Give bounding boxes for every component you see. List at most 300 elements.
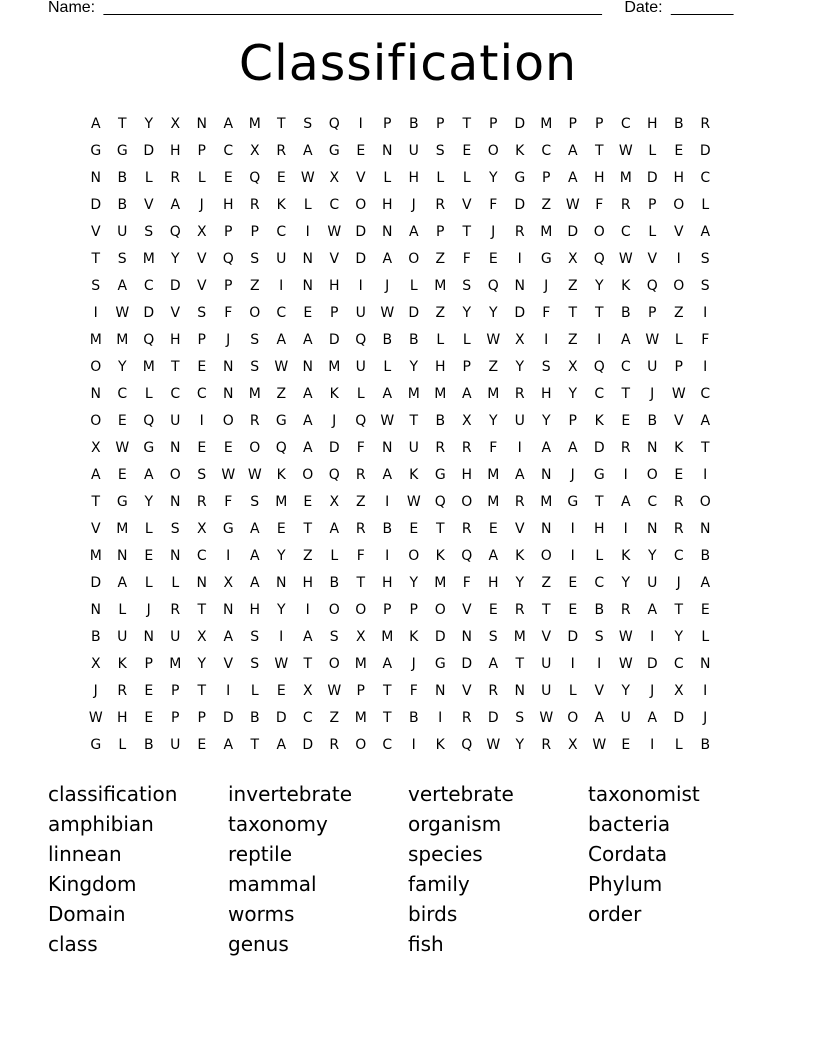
grid-cell: Q (328, 116, 341, 132)
grid-cell: C (620, 224, 632, 240)
word-item: bacteria (588, 812, 671, 836)
grid-cell: C (170, 386, 182, 402)
grid-cell: T (462, 224, 473, 240)
grid-cell: X (567, 737, 579, 753)
grid-cell: S (170, 521, 181, 537)
grid-cell: P (356, 683, 366, 699)
grid-cell: L (144, 170, 154, 186)
grid-cell: E (488, 251, 499, 267)
grid-cell: C (700, 170, 712, 186)
grid-cell: X (329, 494, 341, 510)
grid-cell: C (620, 359, 632, 375)
grid-cell: S (515, 710, 526, 726)
grid-cell: P (542, 170, 552, 186)
grid-cell: N (170, 548, 182, 564)
grid-cell: D (593, 440, 606, 456)
grid-cell: R (276, 143, 288, 159)
grid-cell: A (488, 548, 500, 564)
grid-row (83, 707, 719, 734)
grid-cell: R (620, 440, 632, 456)
grid-cell: A (302, 143, 314, 159)
word-item: linnean (48, 842, 122, 866)
grid-cell: W (618, 143, 634, 159)
grid-cell: N (223, 386, 235, 402)
grid-cell: J (544, 278, 550, 294)
grid-cell: W (645, 332, 661, 348)
grid-cell: D (302, 737, 315, 753)
word-item: reptile (228, 842, 293, 866)
grid-cell: B (620, 305, 632, 321)
grid-cell: S (197, 467, 208, 483)
grid-cell: W (115, 440, 131, 456)
grid-cell: E (303, 305, 314, 321)
grid-cell: Q (143, 413, 156, 429)
grid-cell: T (515, 656, 526, 672)
grid-cell: R (514, 602, 526, 618)
grid-cell: J (491, 224, 497, 240)
grid-cell: J (385, 278, 391, 294)
grid-cell: G (90, 737, 103, 753)
grid-cell: X (223, 575, 235, 591)
grid-cell: L (197, 170, 207, 186)
grid-cell: O (646, 467, 659, 483)
grid-cell: N (514, 683, 526, 699)
grid-cell: S (250, 332, 261, 348)
grid-cell: A (700, 224, 712, 240)
grid-cell: H (328, 278, 341, 294)
grid-cell: D (461, 656, 474, 672)
grid-row (83, 464, 719, 491)
grid-cell: F (462, 251, 472, 267)
grid-cell: G (593, 467, 606, 483)
grid-cell: L (144, 386, 154, 402)
grid-cell: S (250, 251, 261, 267)
grid-cell: X (170, 116, 182, 132)
grid-cell: U (514, 413, 526, 429)
grid-cell: C (276, 224, 288, 240)
grid-cell: B (117, 197, 129, 213)
grid-cell: E (674, 467, 685, 483)
grid-cell: A (541, 440, 553, 456)
grid-cell: J (93, 683, 99, 699)
grid-cell: S (144, 224, 155, 240)
grid-cell: W (592, 737, 608, 753)
grid-cell: G (540, 251, 553, 267)
grid-cell: U (170, 737, 182, 753)
grid-cell: E (144, 710, 155, 726)
grid-cell: R (196, 494, 208, 510)
grid-cell: W (618, 656, 634, 672)
word-item: species (408, 842, 483, 866)
grid-cell: E (197, 737, 208, 753)
grid-cell: N (90, 386, 102, 402)
grid-cell: R (514, 494, 526, 510)
grid-row (83, 113, 719, 140)
grid-cell: V (329, 251, 341, 267)
grid-cell: Y (197, 656, 208, 672)
grid-cell: D (646, 656, 659, 672)
grid-cell: V (514, 521, 526, 537)
grid-cell: X (567, 359, 579, 375)
grid-cell: L (701, 629, 711, 645)
grid-cell: D (275, 710, 288, 726)
grid-cell: Z (302, 548, 314, 564)
grid-cell: M (354, 656, 368, 672)
grid-cell: T (594, 494, 605, 510)
grid-cell: F (542, 305, 552, 321)
grid-cell: A (223, 116, 235, 132)
grid-cell: S (250, 629, 261, 645)
grid-cell: E (356, 143, 367, 159)
grid-cell: T (462, 116, 473, 132)
word-item: invertebrate (228, 782, 353, 806)
grid-row (83, 572, 719, 599)
grid-row (83, 410, 719, 437)
grid-cell: C (673, 656, 685, 672)
grid-cell: M (169, 656, 183, 672)
grid-row (83, 491, 719, 518)
grid-cell: X (249, 143, 261, 159)
grid-cell: M (407, 386, 421, 402)
grid-cell: G (116, 143, 129, 159)
grid-cell: B (647, 413, 659, 429)
word-column (48, 779, 228, 959)
grid-cell: D (567, 629, 580, 645)
grid-cell: E (568, 602, 579, 618)
grid-cell: V (143, 197, 155, 213)
grid-cell: I (650, 737, 656, 753)
grid-cell: J (650, 683, 656, 699)
grid-cell: X (90, 440, 102, 456)
grid-cell: B (90, 629, 102, 645)
grid-cell: P (144, 656, 154, 672)
grid-cell: P (648, 197, 658, 213)
grid-cell: W (565, 197, 581, 213)
grid-row (83, 167, 719, 194)
grid-cell: L (648, 224, 658, 240)
grid-row (83, 221, 719, 248)
word-item: genus (228, 932, 289, 956)
grid-cell: Y (144, 494, 155, 510)
grid-cell: A (302, 332, 314, 348)
grid-cell: I (570, 656, 576, 672)
grid-cell: I (623, 467, 629, 483)
grid-cell: F (224, 305, 234, 321)
grid-cell: C (382, 737, 394, 753)
grid-cell: K (594, 413, 605, 429)
grid-cell: R (514, 386, 526, 402)
grid-cell: A (567, 440, 579, 456)
grid-cell: R (435, 197, 447, 213)
grid-cell: P (648, 305, 658, 321)
grid-cell: B (594, 602, 606, 618)
grid-cell: T (197, 683, 208, 699)
grid-cell: M (89, 548, 103, 564)
grid-cell: M (116, 332, 130, 348)
grid-cell: V (647, 251, 659, 267)
grid-row (83, 248, 719, 275)
grid-cell: G (143, 440, 156, 456)
grid-cell: I (650, 629, 656, 645)
grid-cell: A (90, 467, 102, 483)
word-item: mammal (228, 872, 317, 896)
grid-cell: Y (117, 359, 128, 375)
grid-cell: R (249, 413, 261, 429)
grid-row (83, 599, 719, 626)
grid-cell: F (595, 197, 605, 213)
grid-cell: W (671, 386, 687, 402)
grid-cell: Y (541, 413, 552, 429)
grid-cell: N (223, 602, 235, 618)
grid-cell: P (595, 116, 605, 132)
grid-cell: Q (328, 467, 341, 483)
grid-cell: S (250, 359, 261, 375)
grid-cell: D (328, 440, 341, 456)
grid-cell: P (409, 602, 419, 618)
grid-cell: A (302, 629, 314, 645)
grid-cell: Q (461, 548, 474, 564)
grid-cell: A (249, 548, 261, 564)
grid-cell: P (383, 116, 393, 132)
grid-cell: U (408, 143, 420, 159)
grid-cell: R (673, 521, 685, 537)
grid-cell: D (90, 575, 103, 591)
grid-cell: W (486, 332, 502, 348)
grid-cell: S (435, 143, 446, 159)
grid-cell: A (594, 710, 606, 726)
grid-cell: A (700, 413, 712, 429)
grid-cell: J (676, 575, 682, 591)
grid-cell: N (647, 440, 659, 456)
grid-cell: N (196, 116, 208, 132)
grid-cell: W (327, 224, 343, 240)
grid-cell: O (355, 602, 368, 618)
grid-cell: F (409, 683, 419, 699)
grid-cell: X (567, 251, 579, 267)
grid-cell: M (513, 629, 527, 645)
grid-cell: B (382, 332, 394, 348)
grid-cell: O (169, 467, 182, 483)
grid-cell: E (276, 521, 287, 537)
grid-cell: O (328, 656, 341, 672)
grid-cell: X (673, 683, 685, 699)
grid-cell: A (700, 575, 712, 591)
grid-cell: L (701, 197, 711, 213)
grid-cell: A (276, 332, 288, 348)
grid-cell: T (621, 386, 632, 402)
grid-cell: Y (568, 386, 579, 402)
grid-cell: P (568, 116, 578, 132)
grid-cell: Y (515, 359, 526, 375)
grid-cell: Y (594, 278, 605, 294)
grid-cell: A (302, 386, 314, 402)
grid-cell: K (117, 656, 128, 672)
grid-cell: H (249, 602, 262, 618)
grid-cell: I (358, 116, 364, 132)
grid-cell: A (408, 224, 420, 240)
grid-cell: W (274, 359, 290, 375)
grid-cell: W (221, 467, 237, 483)
grid-cell: D (355, 224, 368, 240)
grid-cell: Q (355, 332, 368, 348)
grid-cell: I (517, 251, 523, 267)
grid-cell: T (91, 494, 102, 510)
grid-cell: I (597, 332, 603, 348)
grid-cell: H (169, 143, 182, 159)
grid-cell: U (117, 629, 129, 645)
grid-cell: K (329, 386, 340, 402)
grid-cell: S (250, 656, 261, 672)
grid-cell: X (514, 332, 526, 348)
grid-cell: L (674, 737, 684, 753)
grid-cell: U (541, 656, 553, 672)
grid-cell: K (276, 197, 287, 213)
grid-cell: B (408, 710, 420, 726)
grid-cell: Y (674, 629, 685, 645)
grid-cell: I (305, 224, 311, 240)
grid-cell: E (223, 170, 234, 186)
word-item: Cordata (588, 842, 668, 866)
grid-cell: N (302, 359, 314, 375)
grid-row (83, 275, 719, 302)
grid-cell: K (621, 548, 632, 564)
grid-cell: C (276, 305, 288, 321)
grid-cell: Z (567, 278, 579, 294)
grid-cell: V (461, 197, 473, 213)
grid-cell: U (355, 305, 367, 321)
grid-cell: E (117, 467, 128, 483)
grid-cell: N (647, 521, 659, 537)
grid-cell: H (487, 575, 500, 591)
word-item: taxonomist (588, 782, 700, 806)
grid-cell: I (544, 332, 550, 348)
grid-cell: M (89, 332, 103, 348)
grid-cell: E (462, 143, 473, 159)
grid-cell: K (435, 737, 446, 753)
grid-cell: L (118, 737, 128, 753)
grid-cell: C (700, 386, 712, 402)
word-item: worms (228, 902, 295, 926)
grid-cell: Y (170, 251, 181, 267)
grid-cell: N (302, 278, 314, 294)
grid-cell: E (276, 683, 287, 699)
grid-cell: A (567, 170, 579, 186)
grid-cell: U (541, 683, 553, 699)
grid-cell: N (700, 521, 712, 537)
grid-cell: L (144, 521, 154, 537)
grid-cell: J (411, 197, 417, 213)
grid-cell: K (621, 278, 632, 294)
grid-cell: I (279, 629, 285, 645)
grid-cell: M (275, 494, 289, 510)
grid-cell: W (406, 494, 422, 510)
grid-cell: R (461, 521, 473, 537)
grid-cell: D (646, 170, 659, 186)
grid-cell: W (327, 683, 343, 699)
grid-cell: F (356, 548, 366, 564)
grid-cell: J (703, 710, 709, 726)
word-item: fish (408, 932, 444, 956)
grid-cell: S (329, 629, 340, 645)
grid-cell: M (434, 575, 448, 591)
grid-cell: Y (621, 575, 632, 591)
grid-cell: M (540, 494, 554, 510)
grid-cell: E (144, 548, 155, 564)
grid-cell: M (116, 521, 130, 537)
grid-cell: D (567, 224, 580, 240)
grid-cell: R (355, 467, 367, 483)
grid-cell: G (514, 170, 527, 186)
grid-cell: D (699, 143, 712, 159)
grid-cell: C (541, 143, 553, 159)
grid-cell: R (488, 683, 500, 699)
grid-cell: R (673, 494, 685, 510)
grid-cell: G (434, 467, 447, 483)
grid-cell: G (567, 494, 580, 510)
grid-cell: P (197, 710, 207, 726)
grid-cell: M (354, 710, 368, 726)
grid-cell: V (196, 251, 208, 267)
grid-cell: R (620, 602, 632, 618)
grid-cell: F (224, 494, 234, 510)
word-item: Domain (48, 902, 126, 926)
grid-cell: S (117, 251, 128, 267)
grid-cell: S (541, 359, 552, 375)
grid-cell: N (382, 143, 394, 159)
grid-cell: O (673, 278, 686, 294)
grid-cell: I (676, 251, 682, 267)
grid-cell: R (541, 737, 553, 753)
grid-cell: C (196, 548, 208, 564)
grid-cell: I (703, 359, 709, 375)
grid-cell: D (143, 305, 156, 321)
grid-cell: P (674, 359, 684, 375)
grid-cell: E (197, 440, 208, 456)
grid-cell: V (461, 602, 473, 618)
grid-cell: H (434, 359, 447, 375)
grid-cell: C (620, 116, 632, 132)
grid-cell: G (116, 494, 129, 510)
grid-cell: E (303, 494, 314, 510)
grid-cell: E (674, 143, 685, 159)
grid-cell: L (356, 386, 366, 402)
grid-cell: E (117, 413, 128, 429)
grid-cell: O (222, 413, 235, 429)
grid-cell: H (302, 575, 315, 591)
grid-cell: P (330, 305, 340, 321)
grid-cell: A (488, 656, 500, 672)
letter-grid (83, 113, 719, 761)
grid-cell: T (674, 602, 685, 618)
grid-cell: X (196, 224, 208, 240)
grid-cell: L (250, 683, 260, 699)
grid-cell: T (170, 359, 181, 375)
grid-cell: K (515, 143, 526, 159)
grid-cell: O (593, 224, 606, 240)
grid-cell: O (355, 737, 368, 753)
grid-cell: B (435, 413, 447, 429)
grid-cell: O (249, 305, 262, 321)
grid-cell: A (382, 251, 394, 267)
grid-cell: X (196, 521, 208, 537)
grid-cell: D (328, 332, 341, 348)
grid-cell: Q (487, 278, 500, 294)
grid-cell: O (90, 359, 103, 375)
word-item: family (408, 872, 470, 896)
grid-cell: I (385, 494, 391, 510)
grid-cell: D (222, 710, 235, 726)
grid-cell: C (329, 197, 341, 213)
